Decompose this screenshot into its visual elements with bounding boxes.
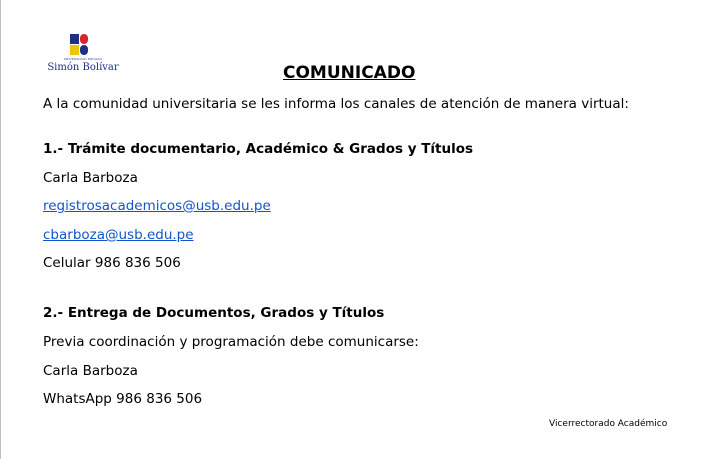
logo-tagline: UNIVERSIDAD PRIVADA xyxy=(63,57,103,61)
email-link-cbarboza[interactable]: cbarboza@usb.edu.pe xyxy=(43,227,194,243)
email-link-registros[interactable]: registrosacademicos@usb.edu.pe xyxy=(43,198,271,214)
section2-contact-name: Carla Barboza xyxy=(43,363,138,379)
footer-signature: Vicerrectorado Académico xyxy=(549,419,668,429)
intro-text: A la comunidad universitaria se les informa los canales de atención de manera virtual: xyxy=(43,96,629,112)
university-logo xyxy=(43,33,123,75)
section1-contact-name: Carla Barboza xyxy=(43,170,138,186)
section1-heading: 1.- Trámite documentario, Académico & Grados y Títulos xyxy=(43,141,474,157)
section2-whatsapp: WhatsApp 986 836 506 xyxy=(43,391,203,407)
page-title: COMUNICADO xyxy=(283,63,416,83)
section1-phone: Celular 986 836 506 xyxy=(43,255,181,271)
section2-heading: 2.- Entrega de Documentos, Grados y Títulos xyxy=(43,305,385,321)
section2-note: Previa coordinación y programación debe comunicarse: xyxy=(43,334,419,350)
logo-name: Simón Bolívar xyxy=(47,62,119,73)
logo-emblem-icon xyxy=(68,33,98,57)
